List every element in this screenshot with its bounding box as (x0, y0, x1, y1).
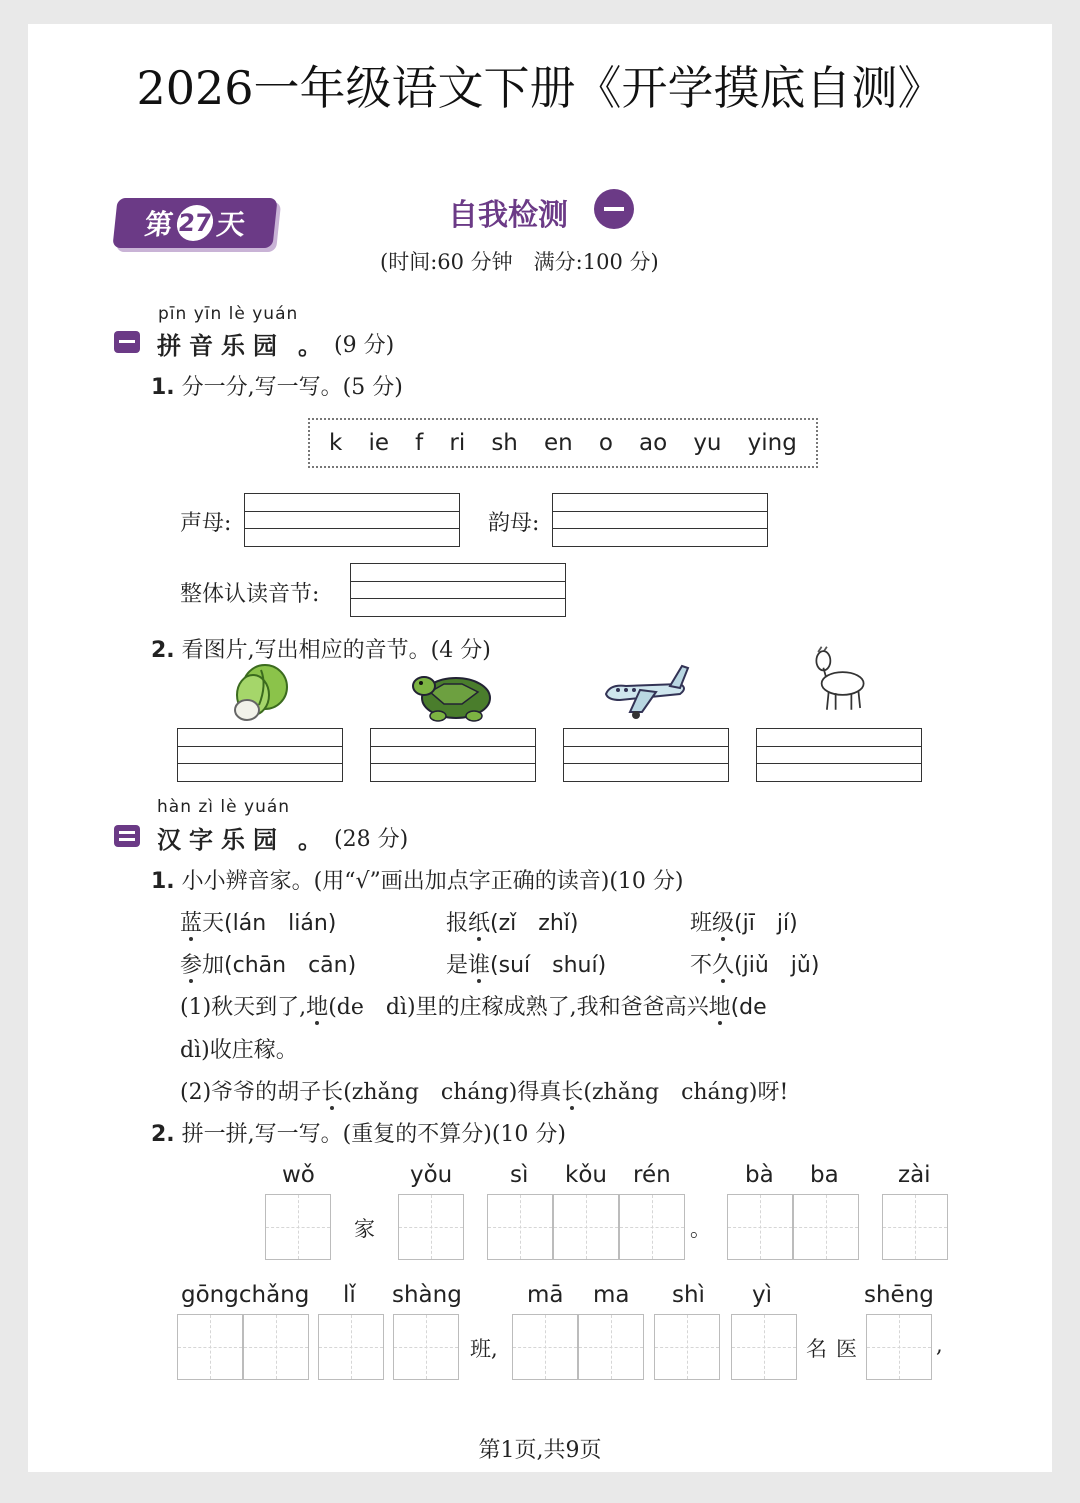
picture-answer-lines[interactable] (370, 728, 536, 782)
writing-grid[interactable] (318, 1314, 384, 1380)
choice-options: (suí shuí) (490, 953, 607, 978)
s2-q2-text: 拼一拼,写一写。(重复的不算分)(10 分) (181, 1122, 566, 1147)
writing-grid[interactable] (731, 1314, 797, 1380)
dotted-char[interactable]: 地 (708, 995, 731, 1020)
given-char: 名 (806, 1337, 827, 1361)
choice-options: (chān cān) (224, 953, 357, 978)
s1-q2-text: 看图片,写出相应的音节。(4 分) (181, 638, 491, 663)
initials-answer-lines[interactable] (244, 493, 460, 547)
letter-item: ri (449, 430, 466, 456)
given-char: 家 (354, 1217, 375, 1241)
s2-q1 (151, 864, 684, 895)
turtle-icon (408, 660, 498, 730)
pinyin-label: bà (745, 1162, 774, 1188)
pinyin-label: mā (527, 1282, 564, 1308)
page-title: 2026一年级语文下册《开学摸底自测》 (136, 61, 944, 115)
writing-grid[interactable] (393, 1314, 459, 1380)
pinyin-label: rén (633, 1162, 671, 1188)
picture-answer-lines[interactable] (756, 728, 922, 782)
given-char: 医 (836, 1337, 857, 1361)
choice-word: 报 (446, 911, 469, 936)
writing-grid[interactable] (882, 1194, 948, 1260)
letter-item: ying (747, 430, 797, 456)
dotted-char: 纸 (468, 911, 491, 936)
s2-q1-number: 1. (151, 869, 175, 894)
writing-grid[interactable] (487, 1194, 553, 1260)
s1-q2-number: 2. (151, 638, 175, 663)
pinyin-label: ba (810, 1162, 839, 1188)
picture-answer-lines[interactable] (563, 728, 729, 782)
sentence-text: (1)秋天到了, (180, 995, 307, 1020)
choice-options: (lán lián) (224, 911, 337, 936)
initials-label: 声母: (180, 511, 232, 536)
day-badge (112, 198, 277, 248)
whole-syllable-label: 整体认读音节: (180, 582, 320, 607)
writing-grid[interactable] (177, 1314, 243, 1380)
choice-item[interactable] (446, 948, 606, 979)
pinyin-letter-box (308, 418, 818, 468)
letter-item: o (598, 430, 613, 456)
given-char: 班, (470, 1337, 498, 1361)
given-char: , (936, 1333, 943, 1357)
choice-word: 班 (690, 911, 713, 936)
picture-answer-lines[interactable] (177, 728, 343, 782)
s2-q2-number: 2. (151, 1122, 175, 1147)
test-title: 自我检测 (448, 198, 568, 233)
writing-grid[interactable] (243, 1314, 309, 1380)
day-suffix: 天 (215, 208, 247, 241)
dotted-char[interactable]: 长 (561, 1080, 584, 1105)
dotted-char: 级 (712, 911, 735, 936)
given-char: 。 (690, 1217, 711, 1241)
sentence-text: (zhǎng cháng)呀! (583, 1080, 789, 1105)
choice-item[interactable] (180, 906, 336, 937)
section2-period: 。 (298, 825, 330, 854)
pinyin-label: lǐ (343, 1282, 356, 1308)
writing-grid[interactable] (654, 1314, 720, 1380)
airplane-icon (600, 660, 690, 730)
choice-word: 是 (446, 953, 469, 978)
writing-grid[interactable] (793, 1194, 859, 1260)
cabbage-icon (215, 655, 305, 725)
dotted-char: 参 (180, 953, 203, 978)
writing-grid[interactable] (553, 1194, 619, 1260)
writing-grid[interactable] (265, 1194, 331, 1260)
letter-item: ie (368, 430, 390, 456)
choice-item[interactable] (690, 948, 819, 979)
whole-syllable-answer-lines[interactable] (350, 563, 566, 617)
dotted-char: 蓝 (180, 911, 203, 936)
choice-item[interactable] (446, 906, 578, 937)
sentence-2 (180, 1075, 788, 1106)
sentence-text: (de (730, 995, 767, 1020)
page-footer: 第1页,共9页 (478, 1438, 602, 1463)
sentence-text: (zhǎng cháng)得真 (343, 1080, 562, 1105)
day-number: 27 (175, 205, 215, 241)
pinyin-label: shēng (864, 1282, 934, 1308)
s1-q1 (151, 370, 403, 401)
choice-word: 加 (202, 953, 225, 978)
section-one-icon (114, 331, 140, 353)
section2-title: 汉字乐园 (157, 825, 285, 854)
finals-answer-lines[interactable] (552, 493, 768, 547)
dotted-char[interactable]: 长 (321, 1080, 344, 1105)
pinyin-label: yì (752, 1282, 773, 1308)
pinyin-label: kǒu (565, 1162, 607, 1188)
choice-word: 天 (202, 911, 225, 936)
choice-options: (jiǔ jǔ) (734, 953, 820, 978)
section1-pinyin: pīn yīn lè yuán (158, 304, 299, 324)
pinyin-label: shàng (392, 1282, 462, 1308)
time-info: (时间:60 分钟 满分:100 分) (380, 250, 659, 274)
writing-grid[interactable] (512, 1314, 578, 1380)
letter-item: yu (693, 430, 722, 456)
sentence-1 (180, 990, 767, 1021)
s1-q1-text: 分一分,写一写。(5 分) (181, 375, 403, 400)
letter-item: ao (639, 430, 668, 456)
choice-options: (jī jí) (734, 911, 798, 936)
day-prefix: 第 (143, 208, 175, 241)
section1-period: 。 (298, 331, 330, 360)
choice-item[interactable] (180, 948, 356, 979)
section2-pinyin: hàn zì lè yuán (157, 797, 291, 817)
pinyin-label: sì (510, 1162, 529, 1188)
s2-q1-text: 小小辨音家。(用“√”画出加点字正确的读音)(10 分) (181, 869, 684, 894)
s1-q1-number: 1. (151, 375, 175, 400)
writing-grid[interactable] (578, 1314, 644, 1380)
section-two-icon (114, 825, 140, 847)
pinyin-label: gōngchǎng (181, 1282, 310, 1308)
sentence-text: (2)爷爷的胡子 (180, 1080, 322, 1105)
dotted-char: 久 (712, 953, 735, 978)
sentence-1-cont: dì)收庄稼。 (180, 1038, 298, 1063)
writing-grid[interactable] (619, 1194, 685, 1260)
writing-grid[interactable] (866, 1314, 932, 1380)
writing-grid[interactable] (727, 1194, 793, 1260)
letter-item: sh (491, 430, 518, 456)
letter-item: k (329, 430, 343, 456)
choice-word: 不 (690, 953, 713, 978)
letter-item: en (544, 430, 573, 456)
pinyin-label: zài (898, 1162, 931, 1188)
dotted-char: 谁 (468, 953, 491, 978)
goat-icon (795, 645, 885, 715)
section1-score: (9 分) (334, 333, 395, 358)
s2-q2 (151, 1117, 566, 1148)
letter-item: f (415, 430, 424, 456)
choice-options: (zǐ zhǐ) (490, 911, 579, 936)
choice-item[interactable] (690, 906, 798, 937)
writing-grid[interactable] (398, 1194, 464, 1260)
section1-title: 拼音乐园 (157, 331, 285, 360)
number-one-badge-icon (594, 189, 634, 229)
dotted-char[interactable]: 地 (306, 995, 329, 1020)
pinyin-label: ma (593, 1282, 630, 1308)
pinyin-label: shì (672, 1282, 705, 1308)
finals-label: 韵母: (488, 511, 540, 536)
pinyin-label: yǒu (410, 1162, 453, 1188)
section2-score: (28 分) (334, 827, 409, 852)
sentence-text: (de dì)里的庄稼成熟了,我和爸爸高兴 (328, 995, 709, 1020)
pinyin-label: wǒ (282, 1162, 315, 1188)
